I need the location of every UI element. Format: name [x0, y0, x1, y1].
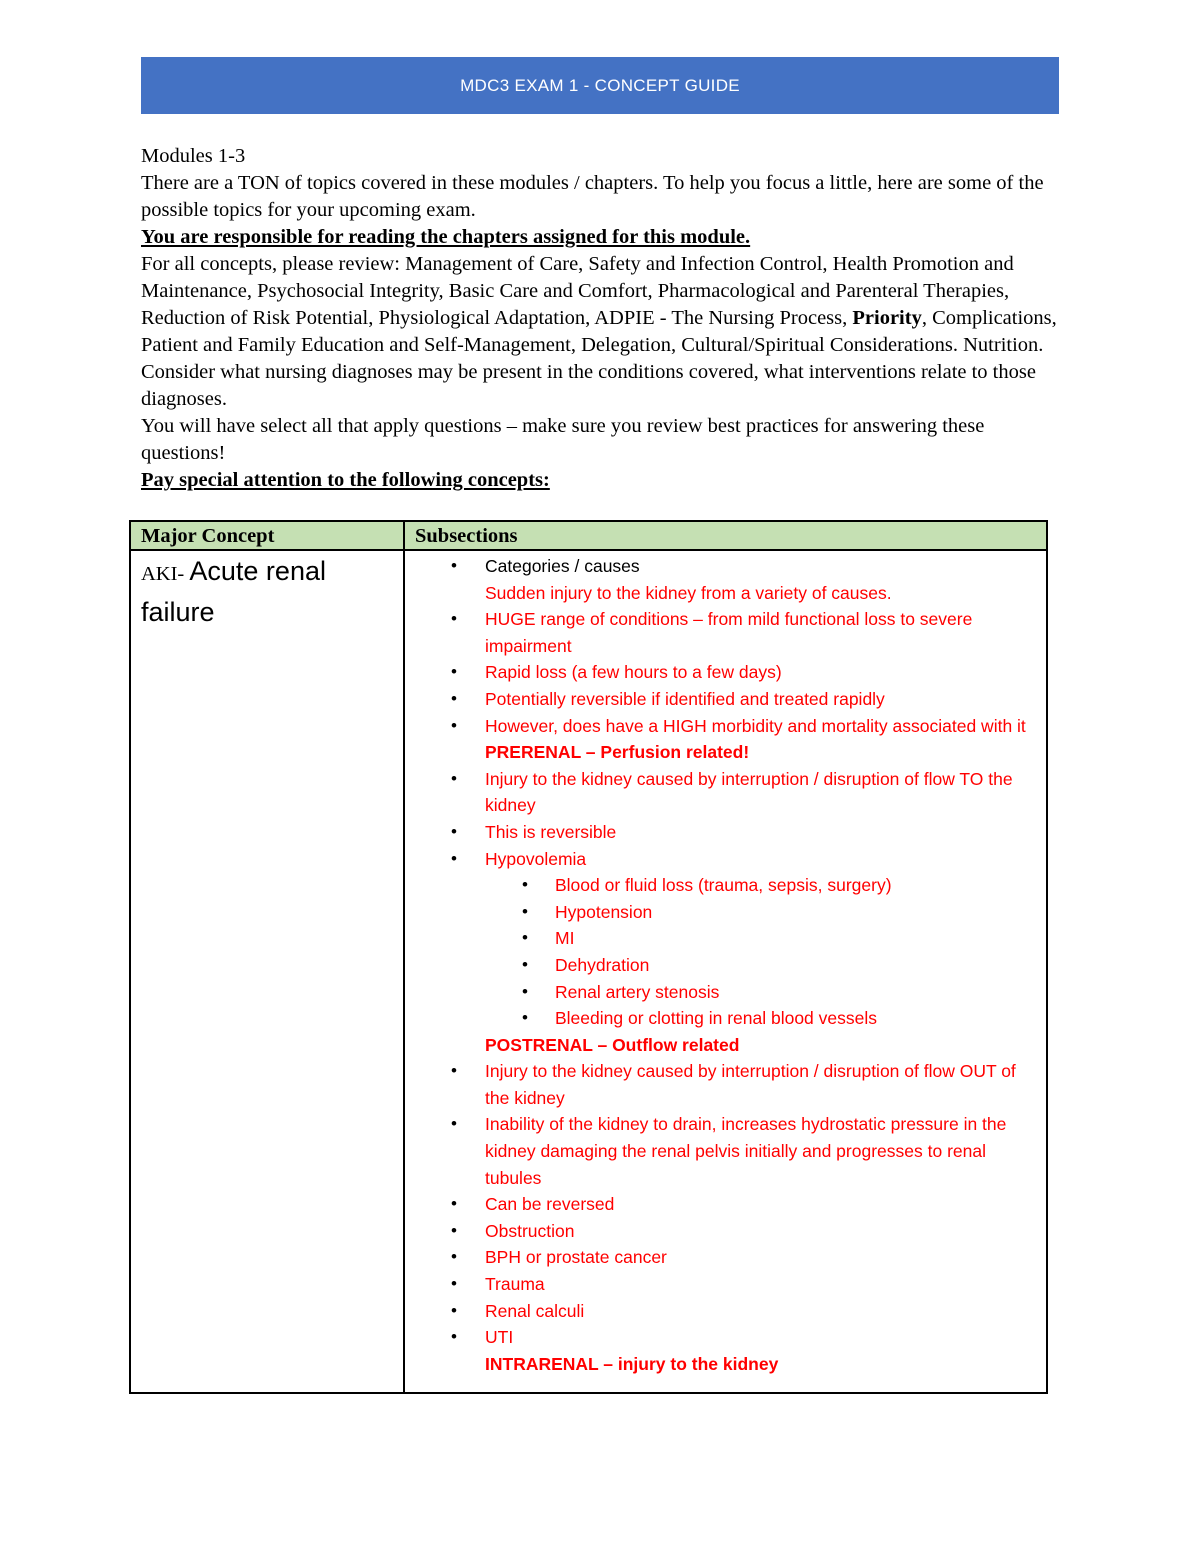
subsection-text: However, does have a HIGH morbidity and mortality associated with it	[485, 715, 1026, 736]
bullet-icon: •	[451, 768, 457, 788]
subsection-item	[405, 872, 1046, 899]
subsection-item	[405, 1298, 1046, 1325]
subsection-text: Dehydration	[555, 954, 650, 975]
subsection-item	[405, 1351, 1046, 1378]
subsection-item	[405, 846, 1046, 873]
intro-section	[141, 143, 1071, 494]
subsection-item	[405, 1032, 1046, 1059]
subsection-text: POSTRENAL – Outflow related	[485, 1034, 740, 1055]
bullet-icon: •	[451, 556, 457, 575]
subsection-item	[405, 1111, 1046, 1191]
subsection-item	[405, 1058, 1046, 1111]
review-text-end: , Complications, Patient and Family Education and Self-Management, Delegation, Cultural/Spiritual Considerations. Nutrition.	[141, 307, 1057, 356]
review-text-start: For all concepts, please review: Management of Care, Safety and Infection Control, Health Promotion and Maintenance, Psychosocial Integrity, Basic Care and Comfort, Pharmacological and Parenteral Therapies, Reduction of Risk Potential, Physiological Adaptation, ADPIE - The Nursing Process,	[141, 253, 1014, 329]
diagnoses-paragraph: Consider what nursing diagnoses may be present in the conditions covered, what interventions relate to those diagnoses.	[141, 361, 1036, 410]
subsection-text: Hypotension	[555, 901, 653, 922]
subsection-text: INTRARENAL – injury to the kidney	[485, 1353, 779, 1374]
bullet-icon: •	[451, 662, 457, 682]
review-paragraph	[141, 251, 1071, 359]
header-banner	[141, 57, 1059, 114]
bullet-icon: •	[451, 1327, 457, 1347]
bullet-icon: •	[451, 821, 457, 841]
subsection-text: Injury to the kidney caused by interruption / disruption of flow OUT of the kidney	[485, 1061, 1016, 1108]
subsection-text: UTI	[485, 1327, 514, 1348]
subsection-text: Blood or fluid loss (trauma, sepsis, surgery)	[555, 875, 892, 896]
bullet-icon: •	[522, 954, 528, 974]
intro-paragraph: There are a TON of topics covered in these modules / chapters. To help you focus a little, here are some of the possible topics for your upcoming exam.	[141, 172, 1044, 221]
subsection-text: Inability of the kidney to drain, increases hydrostatic pressure in the kidney damaging the renal pelvis initially and progresses to renal tubules	[485, 1114, 1007, 1188]
major-concept-cell	[141, 553, 396, 635]
bullet-icon: •	[451, 1274, 457, 1294]
subsection-text: MI	[555, 928, 575, 949]
header-major-concept: Major Concept	[141, 525, 275, 547]
responsibility-note: You are responsible for reading the chapters assigned for this module.	[141, 226, 751, 248]
subsection-text: Renal artery stenosis	[555, 981, 720, 1002]
subsection-text: Rapid loss (a few hours to a few days)	[485, 662, 782, 683]
subsection-text: Potentially reversible if identified and treated rapidly	[485, 688, 885, 709]
header-subsections: Subsections	[415, 525, 518, 547]
attention-heading: Pay special attention to the following concepts:	[141, 469, 550, 491]
bullet-icon: •	[522, 1008, 528, 1028]
document-title: MDC3 EXAM 1 - CONCEPT GUIDE	[460, 75, 740, 95]
bullet-icon: •	[451, 688, 457, 708]
subsection-text: BPH or prostate cancer	[485, 1247, 667, 1268]
bullet-icon: •	[451, 1247, 457, 1267]
subsection-item	[405, 580, 1046, 607]
subsection-text: PRERENAL – Perfusion related!	[485, 742, 750, 763]
subsection-item	[405, 819, 1046, 846]
bullet-icon: •	[522, 928, 528, 948]
subsection-text: Renal calculi	[485, 1300, 585, 1321]
subsection-item	[405, 979, 1046, 1006]
subsection-item	[405, 952, 1046, 979]
subsection-item	[405, 1324, 1046, 1351]
subsection-item	[405, 659, 1046, 686]
bullet-icon: •	[522, 901, 528, 921]
bullet-icon: •	[451, 715, 457, 735]
subsection-item	[405, 686, 1046, 713]
sata-paragraph: You will have select all that apply questions – make sure you review best practices for answering these questions!	[141, 415, 985, 464]
subsection-text: HUGE range of conditions – from mild functional loss to severe impairment	[485, 609, 973, 656]
subsection-item	[405, 1191, 1046, 1218]
subsection-item	[405, 1271, 1046, 1298]
bullet-icon: •	[451, 609, 457, 629]
subsection-text: Hypovolemia	[485, 848, 587, 869]
bullet-icon: •	[451, 1061, 457, 1081]
concept-table	[129, 520, 1048, 1394]
major-concept-abbr: AKI-	[141, 563, 190, 585]
subsections-cell	[405, 553, 1046, 1377]
bullet-icon: •	[451, 1114, 457, 1134]
subsection-item	[405, 739, 1046, 766]
bullet-icon: •	[522, 981, 528, 1001]
subsection-item	[405, 1218, 1046, 1245]
subsection-item	[405, 766, 1046, 819]
subsection-text: This is reversible	[485, 821, 617, 842]
subsection-item	[405, 1005, 1046, 1032]
subsection-text: Bleeding or clotting in renal blood vessels	[555, 1008, 877, 1029]
priority-keyword: Priority	[852, 307, 922, 329]
subsection-item	[405, 925, 1046, 952]
subsection-item	[405, 1244, 1046, 1271]
subsection-text: Categories / causes	[485, 556, 640, 576]
bullet-icon: •	[451, 1194, 457, 1214]
subsection-text: Trauma	[485, 1274, 545, 1295]
subsection-item	[405, 606, 1046, 659]
subsection-text: Obstruction	[485, 1220, 575, 1241]
table-header-row	[131, 522, 1046, 551]
subsection-text: Can be reversed	[485, 1194, 615, 1215]
subsection-text: Sudden injury to the kidney from a variety of causes.	[485, 582, 892, 603]
bullet-icon: •	[451, 848, 457, 868]
subsection-item	[405, 713, 1046, 740]
subsection-item	[405, 553, 1046, 580]
bullet-icon: •	[451, 1300, 457, 1320]
bullet-icon: •	[451, 1220, 457, 1240]
bullet-icon: •	[522, 875, 528, 895]
subsection-text: Injury to the kidney caused by interruption / disruption of flow TO the kidney	[485, 768, 1013, 816]
modules-label: Modules 1-3	[141, 145, 246, 167]
subsection-item	[405, 899, 1046, 926]
major-concept-name: Acute renal failure	[141, 556, 326, 627]
